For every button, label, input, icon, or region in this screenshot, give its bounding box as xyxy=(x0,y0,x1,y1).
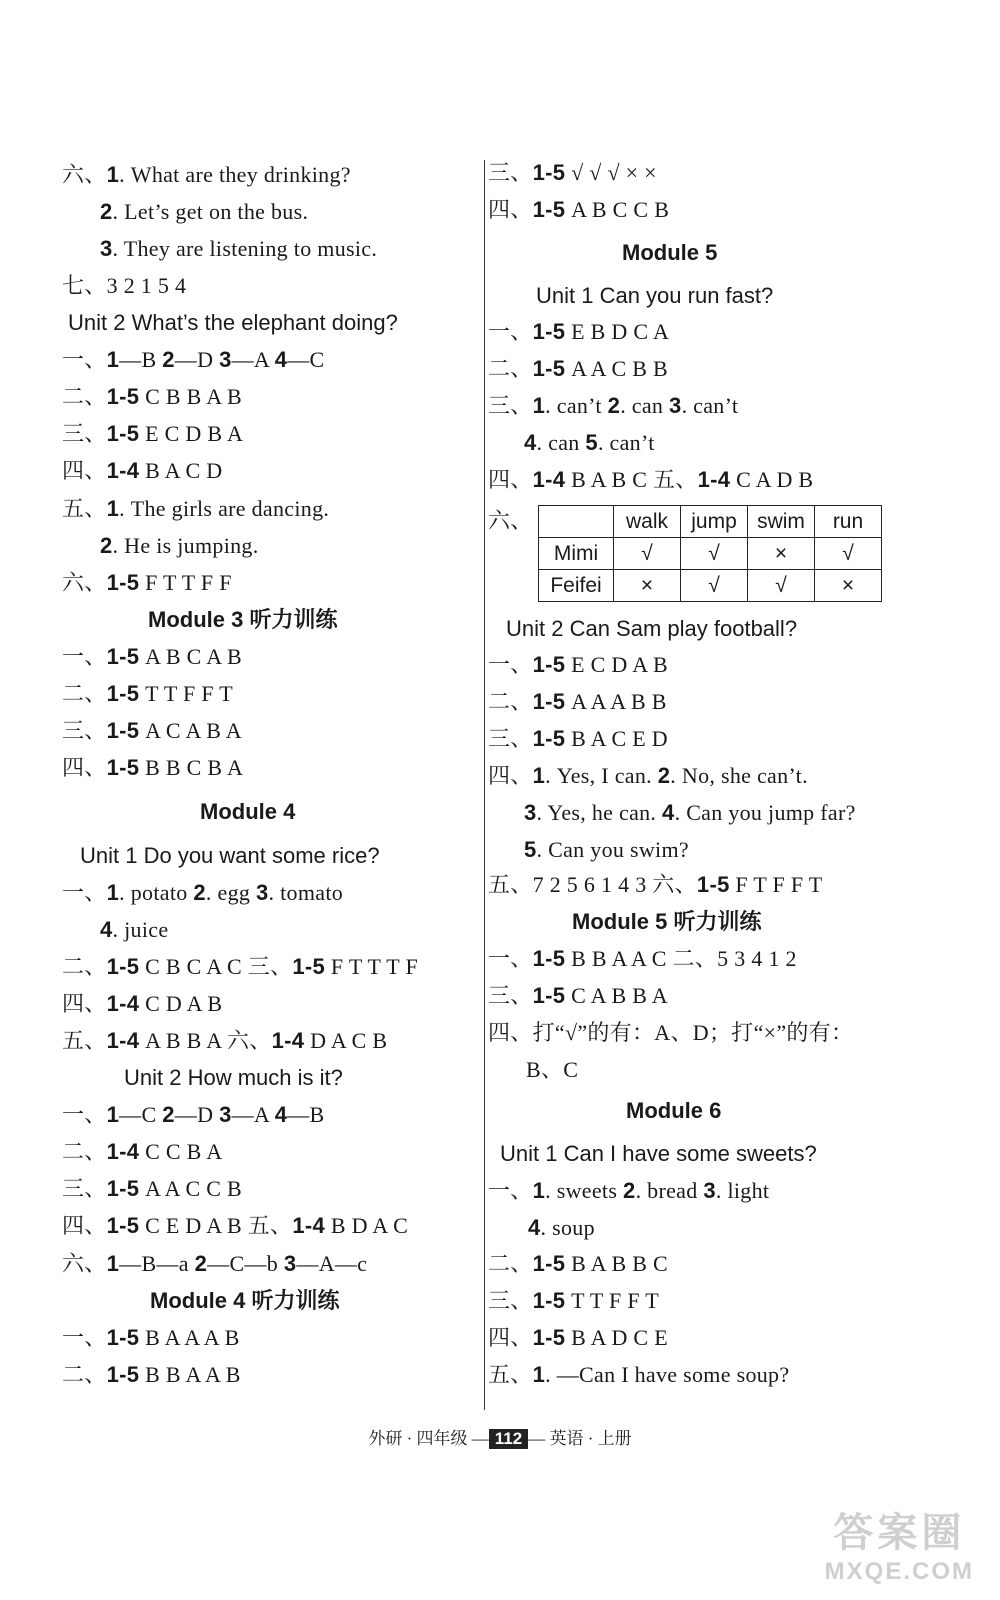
answer-line: 三、1-5 E C D B A xyxy=(62,421,244,446)
answer-line: 4. juice xyxy=(100,917,169,942)
answer-line: 三、1-5 A C A B A xyxy=(62,718,242,743)
answer-line: 五、1. The girls are dancing. xyxy=(62,496,330,521)
answer-line: 二、1-4 C C B A xyxy=(62,1139,223,1164)
unit-heading: Unit 2 What’s the elephant doing? xyxy=(68,310,398,335)
module-heading: Module 5 xyxy=(622,240,718,265)
table-header-cell: run xyxy=(815,506,882,538)
unit-heading: Unit 1 Can you run fast? xyxy=(536,283,774,308)
answer-line: 一、1-5 B B A A C 二、5 3 4 1 2 xyxy=(488,946,797,971)
column-divider xyxy=(484,160,485,1410)
watermark-url: MXQE.COM xyxy=(824,1558,974,1585)
answer-line: 3. Yes, he can. 4. Can you jump far? xyxy=(524,800,856,825)
answer-line: 三、1. can’t 2. can 3. can’t xyxy=(488,393,739,418)
answer-line: 四、1-5 B B C B A xyxy=(62,755,244,780)
question-number: 六、 xyxy=(488,508,533,533)
answer-line: 四、1-4 B A B C 五、1-4 C A D B xyxy=(488,467,814,492)
answer-line: 二、1-5 C B B A B xyxy=(62,384,242,409)
footer-left: 外研 · 四年级 — xyxy=(368,1429,489,1448)
answer-line: 二、1-5 A A C B B xyxy=(488,356,668,381)
answer-line: 二、1-5 T T F F T xyxy=(62,681,234,706)
answer-line: 一、1. sweets 2. bread 3. light xyxy=(488,1178,770,1203)
unit-heading: Unit 1 Do you want some rice? xyxy=(80,843,380,868)
page-footer xyxy=(0,1424,1000,1449)
table-cell: √ xyxy=(815,538,882,570)
table-header-cell: swim xyxy=(748,506,815,538)
table-cell: × xyxy=(815,570,882,602)
module-heading: Module 3 听力训练 xyxy=(148,607,338,632)
table-cell: √ xyxy=(748,570,815,602)
answer-line: 4. soup xyxy=(528,1215,595,1240)
unit-heading: Unit 2 Can Sam play football? xyxy=(506,616,798,641)
module-heading: Module 5 听力训练 xyxy=(572,909,762,934)
answer-line: 一、1—B 2—D 3—A 4—C xyxy=(62,347,325,372)
answer-line: B、C xyxy=(526,1057,579,1082)
table-cell: × xyxy=(748,538,815,570)
table-row-label: Feifei xyxy=(539,570,614,602)
watermark-title: 答案圈 xyxy=(833,1511,966,1555)
answer-line: 四、1-4 B A C D xyxy=(62,458,223,483)
answer-line: 三、1-5 B A C E D xyxy=(488,726,668,751)
answer-line: 五、7 2 5 6 1 4 3 六、1-5 F T F F T xyxy=(488,872,823,897)
table-header-cell: jump xyxy=(681,506,748,538)
answer-line: 二、1-5 A A A B B xyxy=(488,689,667,714)
answer-line: 四、1-5 C E D A B 五、1-4 B D A C xyxy=(62,1213,409,1238)
table-row xyxy=(539,570,882,602)
table-cell: √ xyxy=(614,538,681,570)
answer-line: 一、1-5 E B D C A xyxy=(488,319,670,344)
answer-line: 四、1-4 C D A B xyxy=(62,991,223,1016)
answer-line: 六、1—B—a 2—C—b 3—A—c xyxy=(62,1251,368,1276)
answer-line: 二、1-5 C B C A C 三、1-5 F T T T F xyxy=(62,954,418,979)
unit-heading: Unit 2 How much is it? xyxy=(124,1065,343,1090)
page-number: 112 xyxy=(489,1429,528,1449)
answer-line: 一、1-5 E C D A B xyxy=(488,652,668,677)
table-cell: × xyxy=(614,570,681,602)
answer-line: 4. can 5. can’t xyxy=(524,430,655,455)
answer-line: 一、1. potato 2. egg 3. tomato xyxy=(62,880,344,905)
module-heading: Module 4 听力训练 xyxy=(150,1288,340,1313)
answer-line: 六、1-5 F T T F F xyxy=(62,570,232,595)
answer-line: 二、1-5 B B A A B xyxy=(62,1362,241,1387)
table-cell: √ xyxy=(681,570,748,602)
answer-line: 四、1-5 B A D C E xyxy=(488,1325,668,1350)
answer-line: 四、1. Yes, I can. 2. No, she can’t. xyxy=(488,763,808,788)
answer-line: 2. Let’s get on the bus. xyxy=(100,199,309,224)
watermark xyxy=(825,1501,974,1586)
answer-line: 六、1. What are they drinking? xyxy=(62,162,351,187)
unit-heading: Unit 1 Can I have some sweets? xyxy=(500,1141,817,1166)
module-heading: Module 4 xyxy=(200,799,296,824)
footer-right: — 英语 · 上册 xyxy=(528,1429,632,1448)
answer-line: 一、1-5 A B C A B xyxy=(62,644,242,669)
answer-line: 七、3 2 1 5 4 xyxy=(62,273,187,298)
answer-line: 一、1—C 2—D 3—A 4—B xyxy=(62,1102,325,1127)
ability-table xyxy=(538,505,882,602)
answer-line: 5. Can you swim? xyxy=(524,837,689,862)
answer-line: 五、1. —Can I have some soup? xyxy=(488,1362,790,1387)
answer-line: 四、打“√”的有：A、D；打“×”的有： xyxy=(488,1020,854,1045)
answer-line: 四、1-5 A B C C B xyxy=(488,197,670,222)
answer-line: 三、1-5 √ √ √ × × xyxy=(488,160,657,185)
table-header-cell xyxy=(539,506,614,538)
table-row xyxy=(539,538,882,570)
answer-line: 三、1-5 T T F F T xyxy=(488,1288,660,1313)
table-cell: √ xyxy=(681,538,748,570)
answer-line: 3. They are listening to music. xyxy=(100,236,378,261)
answer-line: 二、1-5 B A B B C xyxy=(488,1251,668,1276)
answer-line: 2. He is jumping. xyxy=(100,533,259,558)
answer-line: 五、1-4 A B B A 六、1-4 D A C B xyxy=(62,1028,388,1053)
module-heading: Module 6 xyxy=(626,1098,722,1123)
answer-line: 三、1-5 C A B B A xyxy=(488,983,668,1008)
table-row-label: Mimi xyxy=(539,538,614,570)
answer-line: 一、1-5 B A A A B xyxy=(62,1325,240,1350)
answer-line: 三、1-5 A A C C B xyxy=(62,1176,242,1201)
table-header-cell: walk xyxy=(614,506,681,538)
table-header-row xyxy=(539,506,882,538)
